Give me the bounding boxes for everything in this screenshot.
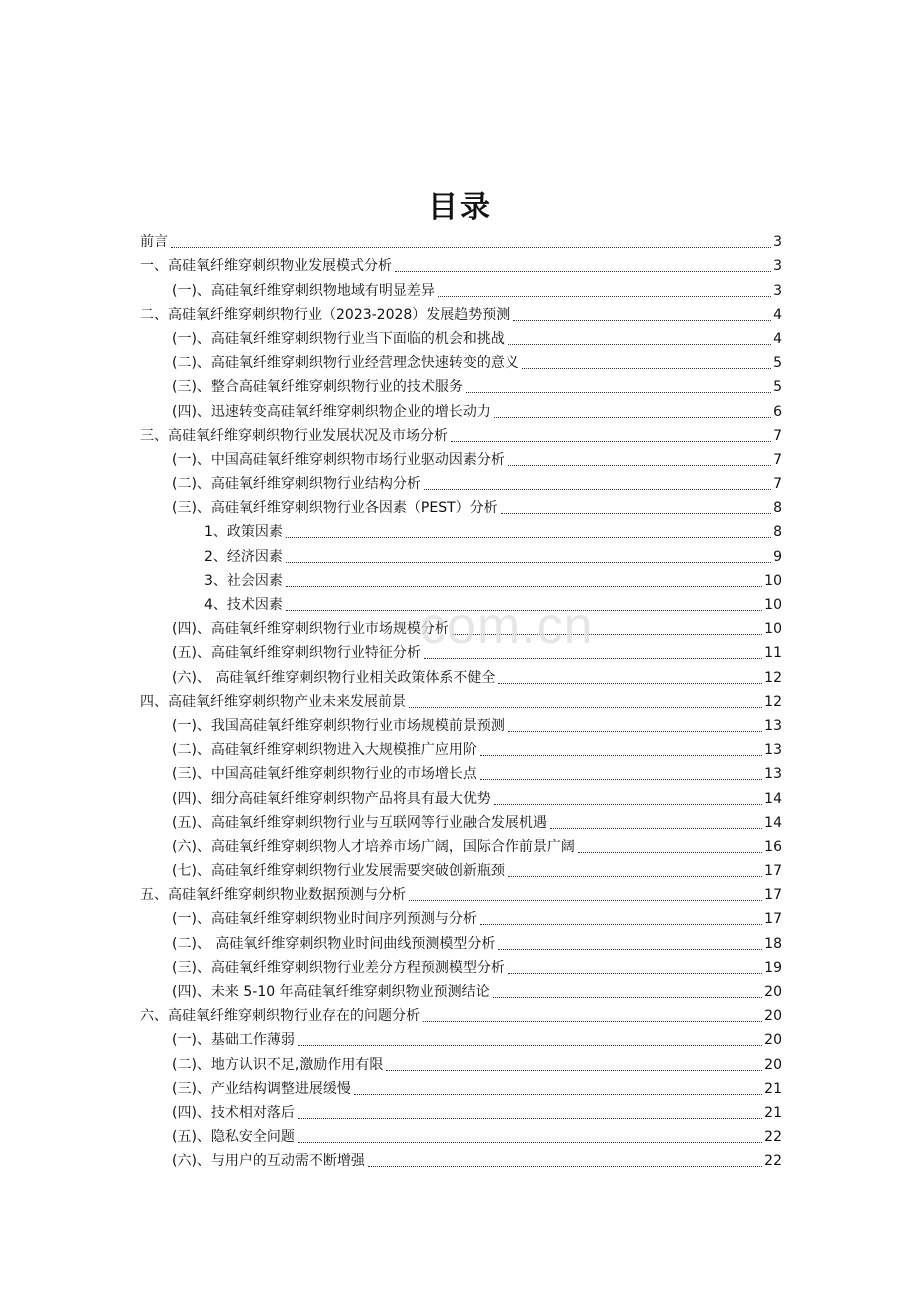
toc-dot-leader [368,1166,762,1167]
toc-entry-title[interactable]: (四)、细分高硅氧纤维穿刺织物产品将具有最大优势 [172,790,491,807]
toc-entry-title[interactable]: (一)、高硅氧纤维穿刺织物行业当下面临的机会和挑战 [172,330,505,347]
toc-entry-title[interactable]: (四)、未来 5-10 年高硅氧纤维穿刺织物业预测结论 [172,984,490,1000]
toc-page-number[interactable]: 11 [764,645,782,662]
toc-entry-title[interactable]: 四、高硅氧纤维穿刺织物产业未来发展前景 [140,693,406,710]
toc-page-number[interactable]: 20 [764,1008,782,1025]
toc-dot-leader [480,779,762,780]
toc-entry[interactable] [140,398,782,422]
toc-entry[interactable] [140,374,782,398]
toc-page-number[interactable]: 8 [773,500,782,517]
toc-page-number[interactable]: 3 [773,282,782,299]
toc-dot-leader [286,537,771,538]
toc-entry[interactable] [140,543,782,567]
toc-page-number[interactable]: 4 [773,306,782,323]
toc-page-number[interactable]: 14 [764,790,782,807]
toc-dot-leader [286,562,771,563]
toc-page-number[interactable]: 13 [764,717,782,734]
toc-entry-title[interactable]: (七)、高硅氧纤维穿刺织物行业发展需要突破创新瓶颈 [172,863,505,880]
toc-dot-leader [508,465,771,466]
toc-page-number[interactable]: 13 [764,766,782,783]
toc-entry[interactable] [140,640,782,664]
toc-dot-leader [395,271,771,272]
toc-entry-title[interactable]: 二、高硅氧纤维穿刺织物行业（2023-2028）发展趋势预测 [140,306,511,323]
toc-page-number[interactable]: 18 [764,935,782,952]
toc-entry-title[interactable]: (六)、与用户的互动需不断增强 [172,1153,365,1170]
toc-dot-leader [508,973,762,974]
toc-entry[interactable] [140,1003,782,1027]
toc-entry-title[interactable]: (四)、技术相对落后 [172,1104,295,1121]
toc-entry[interactable] [140,1027,782,1051]
toc-entry[interactable] [140,689,782,713]
toc-entry-title[interactable]: (六)、高硅氧纤维穿刺织物人才培养市场广阔，国际合作前景广阔 [172,838,575,855]
toc-entry[interactable] [140,979,782,1003]
toc-entry-title[interactable]: (二)、高硅氧纤维穿刺织物行业经营理念快速转变的意义 [172,355,519,372]
toc-entry-title[interactable]: (三)、高硅氧纤维穿刺织物行业差分方程预测模型分析 [172,959,505,976]
toc-page-number[interactable]: 5 [773,355,782,372]
toc-entry[interactable] [140,592,782,616]
toc-dot-leader [424,489,771,490]
toc-dot-leader [508,876,762,877]
toc-dot-leader [452,634,762,635]
toc-page-number[interactable]: 3 [773,234,782,251]
toc-page-number[interactable]: 10 [764,572,782,589]
toc-entry[interactable] [140,302,782,326]
toc-entry-title[interactable]: 3、社会因素 [204,572,283,589]
toc-entry[interactable] [140,858,782,882]
toc-entry[interactable] [140,1124,782,1148]
toc-dot-leader [298,1045,762,1046]
toc-dot-leader [409,900,762,901]
toc-page-number[interactable]: 21 [764,1104,782,1121]
toc-entry-title[interactable]: 三、高硅氧纤维穿刺织物行业发展状况及市场分析 [140,427,448,444]
toc-page-number[interactable]: 6 [773,403,782,420]
toc-page-number[interactable]: 4 [773,330,782,347]
toc-entry[interactable] [140,906,782,930]
toc-entry[interactable] [140,664,782,688]
toc-entry[interactable] [140,810,782,834]
toc-dot-leader [451,441,771,442]
watermark: com.cn [420,597,594,655]
toc-dot-leader [480,924,762,925]
toc-entry[interactable] [140,761,782,785]
toc-page-number[interactable]: 17 [764,887,782,904]
toc-dot-leader [508,344,771,345]
toc-page-number[interactable]: 14 [764,814,782,831]
toc-dot-leader [508,731,762,732]
toc-entry-title[interactable]: 一、高硅氧纤维穿刺织物业发展模式分析 [140,258,392,275]
toc-entry-title[interactable]: (六)、 高硅氧纤维穿刺织物行业相关政策体系不健全 [172,669,496,686]
toc-entry[interactable] [140,737,782,761]
toc-page-number[interactable]: 5 [773,379,782,396]
toc-page-number[interactable]: 9 [773,548,782,565]
toc-entry[interactable] [140,882,782,906]
toc-entry[interactable] [140,350,782,374]
toc-dot-leader [494,417,771,418]
toc-entry-title[interactable]: (三)、高硅氧纤维穿刺织物行业各因素（PEST）分析 [172,500,498,517]
toc-entry-title[interactable]: 前言 [140,234,168,251]
toc-entry-title[interactable]: (三)、中国高硅氧纤维穿刺织物行业的市场增长点 [172,766,477,783]
toc-entry[interactable] [140,253,782,277]
toc-entry-title[interactable]: 2、经济因素 [204,548,283,565]
toc-dot-leader [494,804,762,805]
toc-dot-leader [498,949,762,950]
toc-entry[interactable] [140,568,782,592]
toc-page-number[interactable]: 20 [764,1032,782,1049]
toc-entry-title[interactable]: (五)、高硅氧纤维穿刺织物行业特征分析 [172,645,421,662]
toc-page-number[interactable]: 12 [764,669,782,686]
toc-dot-leader [298,1118,762,1119]
toc-entry[interactable] [140,326,782,350]
toc-page-number[interactable]: 7 [773,476,782,493]
toc-page-number[interactable]: 20 [764,1056,782,1073]
toc-dot-leader [480,755,762,756]
toc-dot-leader [409,707,762,708]
toc-page-number[interactable]: 10 [764,597,782,613]
toc-entry-title[interactable]: (一)、高硅氧纤维穿刺织物地域有明显差异 [172,282,435,299]
toc-dot-leader [286,610,762,611]
toc-entry-title[interactable]: (一)、我国高硅氧纤维穿刺织物行业市场规模前景预测 [172,717,505,734]
toc-page-number[interactable]: 12 [764,693,782,710]
toc-page-number[interactable]: 17 [764,863,782,880]
toc-entry-title[interactable]: (二)、高硅氧纤维穿刺织物进入大规模推广应用阶 [172,742,477,759]
toc-entry[interactable] [140,1076,782,1100]
toc-entry-title[interactable]: 1、政策因素 [204,524,283,541]
table-of-contents [140,229,782,1172]
toc-entry-title[interactable]: (三)、产业结构调整进展缓慢 [172,1080,351,1097]
toc-page-number[interactable]: 13 [764,742,782,759]
toc-entry[interactable] [140,785,782,809]
toc-dot-leader [424,658,762,659]
toc-dot-leader [354,1094,762,1095]
toc-dot-leader [438,296,771,297]
toc-entry[interactable] [140,930,782,954]
toc-entry-title[interactable]: (五)、隐私安全问题 [172,1129,295,1146]
toc-dot-leader [466,392,771,393]
toc-page-number[interactable]: 22 [764,1153,782,1170]
toc-dot-leader [578,852,762,853]
toc-dot-leader [513,320,771,321]
toc-page-number[interactable]: 7 [773,451,782,468]
toc-entry-title[interactable]: 六、高硅氧纤维穿刺织物行业存在的问题分析 [140,1008,420,1025]
toc-entry[interactable] [140,229,782,253]
toc-entry-title[interactable]: (二)、地方认识不足,激励作用有限 [172,1056,384,1073]
toc-page-number[interactable]: 3 [773,258,782,275]
toc-entry-title[interactable]: (一)、基础工作薄弱 [172,1032,295,1049]
toc-page-number[interactable]: 7 [773,427,782,444]
toc-dot-leader [550,828,762,829]
toc-page-number[interactable]: 22 [764,1129,782,1146]
toc-dot-leader [522,368,771,369]
toc-page-number[interactable]: 17 [764,911,782,928]
toc-entry-title[interactable]: (一)、高硅氧纤维穿刺织物业时间序列预测与分析 [172,911,477,928]
toc-entry[interactable] [140,447,782,471]
toc-page-number[interactable]: 21 [764,1080,782,1097]
toc-entry-title[interactable]: (一)、中国高硅氧纤维穿刺织物市场行业驱动因素分析 [172,451,505,468]
toc-entry[interactable] [140,471,782,495]
toc-entry[interactable] [140,616,782,640]
toc-entry-title[interactable]: 五、高硅氧纤维穿刺织物业数据预测与分析 [140,887,406,904]
toc-dot-leader [501,513,771,514]
toc-entry[interactable] [140,1100,782,1124]
toc-dot-leader [423,1021,762,1022]
toc-entry-title[interactable]: (四)、迅速转变高硅氧纤维穿刺织物企业的增长动力 [172,403,491,420]
toc-entry-title[interactable]: (二)、高硅氧纤维穿刺织物行业结构分析 [172,476,421,493]
toc-entry-title[interactable]: (四)、高硅氧纤维穿刺织物行业市场规模分析 [172,621,449,638]
toc-dot-leader [493,997,763,998]
toc-page-number[interactable]: 8 [773,524,782,541]
toc-dot-leader [386,1070,762,1071]
toc-page-number[interactable]: 19 [764,959,782,976]
toc-entry[interactable] [140,1051,782,1075]
toc-entry-title[interactable]: (二)、 高硅氧纤维穿刺织物业时间曲线预测模型分析 [172,935,496,952]
toc-entry[interactable] [140,277,782,301]
toc-dot-leader [286,586,762,587]
toc-entry[interactable] [140,423,782,447]
toc-entry[interactable] [140,713,782,737]
toc-entry[interactable] [140,495,782,519]
toc-entry[interactable] [140,519,782,543]
toc-dot-leader [298,1142,762,1143]
toc-entry[interactable] [140,834,782,858]
toc-page-number[interactable]: 16 [764,838,782,855]
toc-page-number[interactable]: 10 [764,621,782,638]
toc-dot-leader [498,683,762,684]
toc-entry-title[interactable]: (五)、高硅氧纤维穿刺织物行业与互联网等行业融合发展机遇 [172,814,547,831]
toc-entry[interactable] [140,955,782,979]
toc-title: 目录 [428,190,492,225]
toc-entry-title[interactable]: 4、技术因素 [204,597,283,613]
toc-page-number[interactable]: 20 [764,984,782,1000]
toc-entry-title[interactable]: (三)、整合高硅氧纤维穿刺织物行业的技术服务 [172,379,463,396]
toc-dot-leader [171,247,771,248]
toc-entry[interactable] [140,1148,782,1172]
